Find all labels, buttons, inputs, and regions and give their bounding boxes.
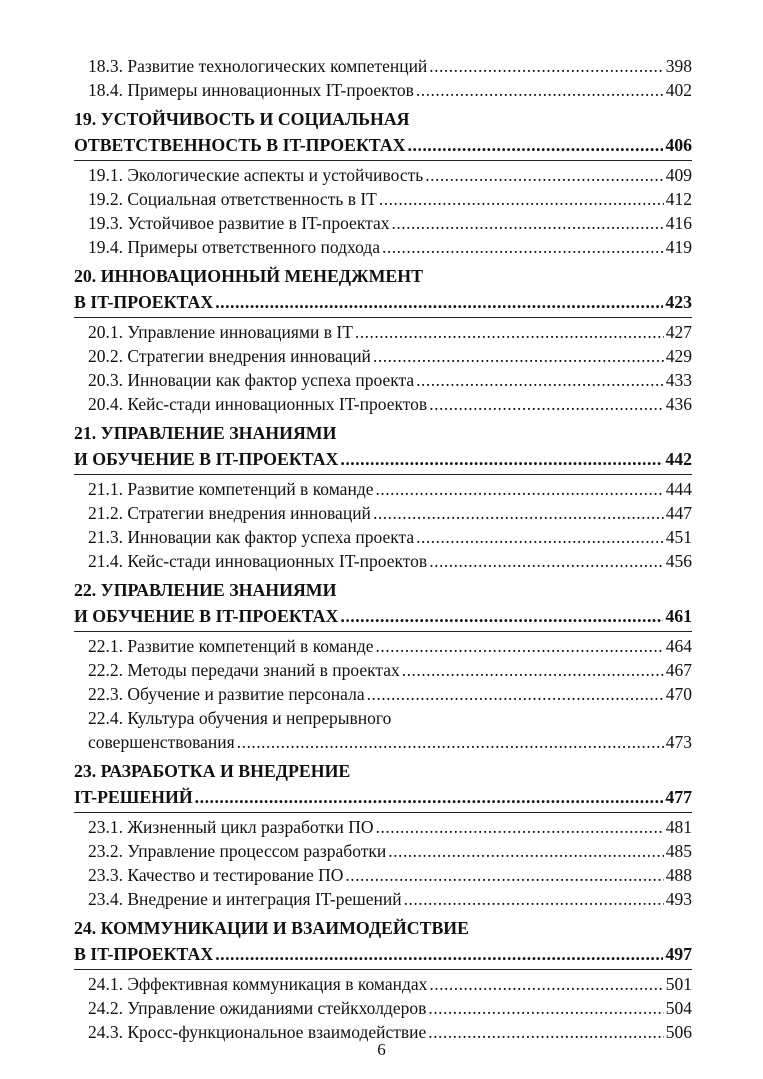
chapter-title-line2: IT-РЕШЕНИЙ bbox=[74, 787, 193, 807]
toc-entry-page: 470 bbox=[665, 684, 692, 704]
leader-dots bbox=[373, 501, 664, 525]
leader-dots bbox=[429, 54, 663, 78]
leader-dots bbox=[237, 730, 664, 754]
table-of-contents bbox=[74, 54, 692, 1044]
chapter-title-line2: И ОБУЧЕНИЕ В IT-ПРОЕКТАХ bbox=[74, 449, 339, 469]
toc-entry-page: 427 bbox=[665, 322, 692, 342]
chapter-title-line2: И ОБУЧЕНИЕ В IT-ПРОЕКТАХ bbox=[74, 606, 339, 626]
chapter-page: 442 bbox=[665, 449, 692, 469]
toc-entry-label: 21.3. Инновации как фактор успеха проекта bbox=[88, 527, 415, 547]
toc-entry-page: 447 bbox=[665, 503, 692, 523]
leader-dots bbox=[391, 211, 663, 235]
chapter-title-line2: В IT-ПРОЕКТАХ bbox=[74, 944, 214, 964]
chapter-block bbox=[74, 106, 692, 259]
toc-entry[interactable] bbox=[74, 344, 692, 368]
chapter-block bbox=[74, 758, 692, 911]
divider bbox=[74, 969, 692, 970]
chapter-title-line1: 21. УПРАВЛЕНИЕ ЗНАНИЯМИ bbox=[74, 423, 337, 443]
chapter-title-line2: В IT-ПРОЕКТАХ bbox=[74, 292, 214, 312]
divider bbox=[74, 160, 692, 161]
toc-entry-page: 473 bbox=[665, 732, 692, 752]
leader-dots bbox=[416, 368, 664, 392]
divider bbox=[74, 631, 692, 632]
toc-entry[interactable] bbox=[74, 368, 692, 392]
leader-dots bbox=[429, 549, 664, 573]
toc-entry-label: 24.2. Управление ожиданиями стейкхолдеров bbox=[88, 998, 427, 1018]
toc-entry[interactable] bbox=[74, 996, 692, 1020]
leader-dots bbox=[215, 941, 663, 967]
leader-dots bbox=[428, 996, 663, 1020]
toc-entry-label: 18.3. Развитие технологических компетенций bbox=[88, 56, 428, 76]
leader-dots bbox=[425, 163, 663, 187]
leader-dots bbox=[416, 525, 664, 549]
toc-entry[interactable] bbox=[74, 863, 692, 887]
chapter-heading[interactable] bbox=[74, 577, 692, 629]
toc-entry[interactable] bbox=[74, 682, 692, 706]
leader-dots bbox=[215, 289, 663, 315]
chapter-heading[interactable] bbox=[74, 106, 692, 158]
leader-dots bbox=[388, 839, 664, 863]
toc-entry-label: 22.2. Методы передачи знаний в проектах bbox=[88, 660, 400, 680]
toc-entry-label: 23.3. Качество и тестирование ПО bbox=[88, 865, 344, 885]
toc-entry-label-first-line[interactable]: 22.4. Культура обучения и непрерывного bbox=[88, 708, 392, 728]
toc-entry[interactable] bbox=[74, 658, 692, 682]
toc-entry-label: 19.2. Социальная ответственность в IT bbox=[88, 189, 377, 209]
toc-entry-label: 21.2. Стратегии внедрения инноваций bbox=[88, 503, 371, 523]
toc-entry-page: 488 bbox=[665, 865, 692, 885]
toc-entry-page: 436 bbox=[665, 394, 692, 414]
chapter-block bbox=[74, 263, 692, 416]
chapter-title-line2: ОТВЕТСТВЕННОСТЬ В IT-ПРОЕКТАХ bbox=[74, 135, 406, 155]
chapter-block bbox=[74, 577, 692, 754]
toc-entry-label: 20.1. Управление инновациями в IT bbox=[88, 322, 353, 342]
toc-entry[interactable] bbox=[74, 839, 692, 863]
toc-entry-page: 464 bbox=[665, 636, 692, 656]
leader-dots bbox=[416, 78, 664, 102]
toc-entry-label: 19.1. Экологические аспекты и устойчивость bbox=[88, 165, 424, 185]
toc-entry-page: 485 bbox=[665, 841, 692, 861]
toc-entry-label: 18.4. Примеры инновационных IT-проектов bbox=[88, 80, 414, 100]
leader-dots bbox=[340, 446, 663, 472]
leader-dots bbox=[402, 658, 664, 682]
chapter-title-line1: 22. УПРАВЛЕНИЕ ЗНАНИЯМИ bbox=[74, 580, 337, 600]
toc-entry-page: 451 bbox=[665, 527, 692, 547]
toc-entry-label: 21.4. Кейс-стади инновационных IT-проектов bbox=[88, 551, 428, 571]
leader-dots bbox=[345, 863, 663, 887]
toc-entry-label: 24.3. Кросс-функциональное взаимодействие bbox=[88, 1022, 427, 1042]
chapter-block bbox=[74, 420, 692, 573]
leader-dots bbox=[379, 187, 664, 211]
toc-entry-page: 402 bbox=[665, 80, 692, 100]
toc-entry-page: 506 bbox=[665, 1022, 692, 1042]
leader-dots bbox=[376, 477, 664, 501]
toc-entry[interactable] bbox=[74, 730, 692, 754]
chapter-heading[interactable] bbox=[74, 420, 692, 472]
leader-dots bbox=[340, 603, 663, 629]
toc-entry-page: 504 bbox=[665, 998, 692, 1018]
leader-dots bbox=[429, 392, 664, 416]
toc-entry-label: 23.1. Жизненный цикл разработки ПО bbox=[88, 817, 374, 837]
toc-entry-page: 444 bbox=[665, 479, 692, 499]
toc-entry[interactable] bbox=[74, 320, 692, 344]
toc-entry-label: 20.3. Инновации как фактор успеха проекта bbox=[88, 370, 415, 390]
toc-entry-label: 23.4. Внедрение и интеграция IT-решений bbox=[88, 889, 402, 909]
toc-entry-label: совершенствования bbox=[88, 732, 235, 752]
toc-entry-label: 22.1. Развитие компетенций в команде bbox=[88, 636, 374, 656]
leader-dots bbox=[367, 682, 664, 706]
chapter-page: 461 bbox=[665, 606, 692, 626]
toc-entry-page: 456 bbox=[665, 551, 692, 571]
toc-entry[interactable] bbox=[74, 634, 692, 658]
toc-entry[interactable] bbox=[74, 187, 692, 211]
chapter-title-line1: 20. ИННОВАЦИОННЫЙ МЕНЕДЖМЕНТ bbox=[74, 266, 423, 286]
toc-entry-page: 409 bbox=[665, 165, 692, 185]
chapter-block bbox=[74, 915, 692, 1044]
leader-dots bbox=[355, 320, 664, 344]
chapter-heading[interactable] bbox=[74, 263, 692, 315]
page-number: 6 bbox=[377, 1040, 386, 1059]
toc-entry-page: 433 bbox=[665, 370, 692, 390]
toc-entry-page: 398 bbox=[665, 56, 692, 76]
toc-entry-page: 481 bbox=[665, 817, 692, 837]
toc-entry-label: 20.4. Кейс-стади инновационных IT-проектов bbox=[88, 394, 428, 414]
toc-entry-label: 23.2. Управление процессом разработки bbox=[88, 841, 387, 861]
toc-entry[interactable] bbox=[74, 525, 692, 549]
toc-entry[interactable] bbox=[74, 163, 692, 187]
leader-dots bbox=[382, 235, 664, 259]
toc-entry[interactable] bbox=[74, 501, 692, 525]
chapter-page: 406 bbox=[665, 135, 692, 155]
toc-entry-page: 467 bbox=[665, 660, 692, 680]
toc-entry[interactable] bbox=[74, 549, 692, 573]
chapter-title-line1: 23. РАЗРАБОТКА И ВНЕДРЕНИЕ bbox=[74, 761, 351, 781]
chapter-heading[interactable] bbox=[74, 758, 692, 810]
toc-entry-page: 501 bbox=[665, 974, 692, 994]
toc-entry-label: 19.4. Примеры ответственного подхода bbox=[88, 237, 381, 257]
divider bbox=[74, 474, 692, 475]
chapter-title-line1: 19. УСТОЙЧИВОСТЬ И СОЦИАЛЬНАЯ bbox=[74, 109, 410, 129]
toc-entry[interactable] bbox=[74, 54, 692, 78]
toc-entry[interactable] bbox=[74, 392, 692, 416]
chapter-page: 423 bbox=[665, 292, 692, 312]
toc-entry[interactable] bbox=[74, 972, 692, 996]
leader-dots bbox=[373, 344, 664, 368]
leader-dots bbox=[404, 887, 664, 911]
toc-entry[interactable] bbox=[74, 887, 692, 911]
divider bbox=[74, 317, 692, 318]
toc-entry[interactable] bbox=[74, 815, 692, 839]
chapter-heading[interactable] bbox=[74, 915, 692, 967]
toc-entry-page: 493 bbox=[665, 889, 692, 909]
toc-entry-page: 412 bbox=[665, 189, 692, 209]
leader-dots bbox=[376, 634, 664, 658]
leader-dots bbox=[195, 784, 664, 810]
chapter-title-line1: 24. КОММУНИКАЦИИ И ВЗАИМОДЕЙСТВИЕ bbox=[74, 918, 469, 938]
leader-dots bbox=[376, 815, 664, 839]
toc-entry-label: 24.1. Эффективная коммуникация в командах bbox=[88, 974, 428, 994]
leader-dots bbox=[429, 972, 663, 996]
toc-entry[interactable] bbox=[74, 211, 692, 235]
chapter-page: 477 bbox=[665, 787, 692, 807]
toc-entry-page: 416 bbox=[665, 213, 692, 233]
toc-entry-label: 21.1. Развитие компетенций в команде bbox=[88, 479, 374, 499]
chapter-page: 497 bbox=[665, 944, 692, 964]
toc-entry-label: 19.3. Устойчивое развитие в IT-проектах bbox=[88, 213, 390, 233]
toc-entry-page: 419 bbox=[665, 237, 692, 257]
leader-dots bbox=[408, 132, 664, 158]
toc-entry-label: 20.2. Стратегии внедрения инноваций bbox=[88, 346, 371, 366]
toc-entry[interactable] bbox=[74, 78, 692, 102]
toc-entry[interactable] bbox=[74, 477, 692, 501]
toc-entry-label: 22.3. Обучение и развитие персонала bbox=[88, 684, 365, 704]
toc-entry-page: 429 bbox=[665, 346, 692, 366]
toc-entry[interactable] bbox=[74, 235, 692, 259]
divider bbox=[74, 812, 692, 813]
